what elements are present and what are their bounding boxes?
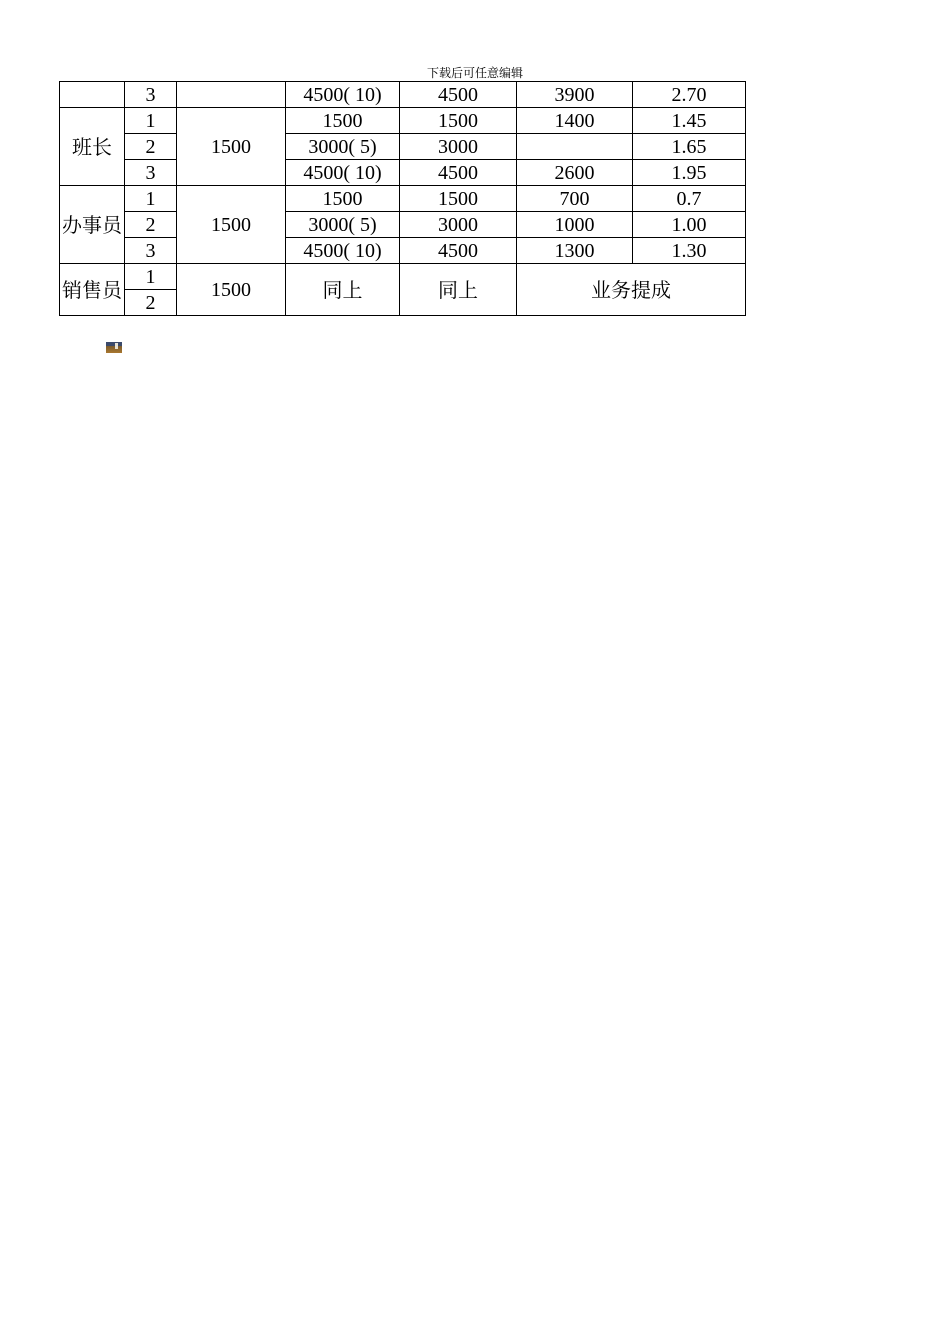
base-cell xyxy=(177,82,286,108)
level-cell: 3 xyxy=(125,82,177,108)
table-cell: 3000 xyxy=(400,134,517,160)
table-cell: 2.70 xyxy=(633,82,746,108)
table-row xyxy=(60,238,746,264)
table-cell: 1.65 xyxy=(633,134,746,160)
base-cell: 1500 xyxy=(177,108,286,186)
table-cell: 1400 xyxy=(517,108,633,134)
group-cell xyxy=(60,82,125,108)
table-cell: 3900 xyxy=(517,82,633,108)
table-row xyxy=(60,186,746,212)
table-cell: 同上 xyxy=(400,264,517,316)
level-cell: 2 xyxy=(125,212,177,238)
table-cell: 4500( 10) xyxy=(286,160,400,186)
table-cell xyxy=(517,134,633,160)
base-cell: 1500 xyxy=(177,186,286,264)
table-cell: 同上 xyxy=(286,264,400,316)
level-cell: 1 xyxy=(125,264,177,290)
table-cell: 1500 xyxy=(286,108,400,134)
table-cell: 1500 xyxy=(286,186,400,212)
group-cell: 办事员 xyxy=(60,186,125,264)
level-cell: 2 xyxy=(125,290,177,316)
base-cell: 1500 xyxy=(177,264,286,316)
table-row xyxy=(60,82,746,108)
table-row xyxy=(60,160,746,186)
table-cell: 4500( 10) xyxy=(286,238,400,264)
table-cell: 4500( 10) xyxy=(286,82,400,108)
table-cell: 0.7 xyxy=(633,186,746,212)
page-header-note: 下载后可任意编辑 xyxy=(426,66,523,80)
table-cell: 1.30 xyxy=(633,238,746,264)
table-cell: 1500 xyxy=(400,186,517,212)
group-cell: 销售员 xyxy=(60,264,125,316)
table-cell: 1.45 xyxy=(633,108,746,134)
table-cell: 4500 xyxy=(400,238,517,264)
table-cell: 3000( 5) xyxy=(286,134,400,160)
level-cell: 1 xyxy=(125,108,177,134)
level-cell: 3 xyxy=(125,160,177,186)
table-row xyxy=(60,108,746,134)
table-cell: 1000 xyxy=(517,212,633,238)
table-cell: 4500 xyxy=(400,82,517,108)
table-cell: 1500 xyxy=(400,108,517,134)
table-cell: 2600 xyxy=(517,160,633,186)
table-cell: 3000 xyxy=(400,212,517,238)
table-row xyxy=(60,212,746,238)
table-cell: 3000( 5) xyxy=(286,212,400,238)
level-cell: 3 xyxy=(125,238,177,264)
level-cell: 2 xyxy=(125,134,177,160)
commission-cell: 业务提成 xyxy=(517,264,746,316)
table-cell: 700 xyxy=(517,186,633,212)
image-thumbnail-icon xyxy=(106,342,122,353)
level-cell: 1 xyxy=(125,186,177,212)
group-cell: 班长 xyxy=(60,108,125,186)
table-cell: 1.95 xyxy=(633,160,746,186)
salary-table xyxy=(59,81,746,316)
table-cell: 4500 xyxy=(400,160,517,186)
table-row xyxy=(60,134,746,160)
table-cell: 1.00 xyxy=(633,212,746,238)
table-cell: 1300 xyxy=(517,238,633,264)
table-row xyxy=(60,264,746,290)
